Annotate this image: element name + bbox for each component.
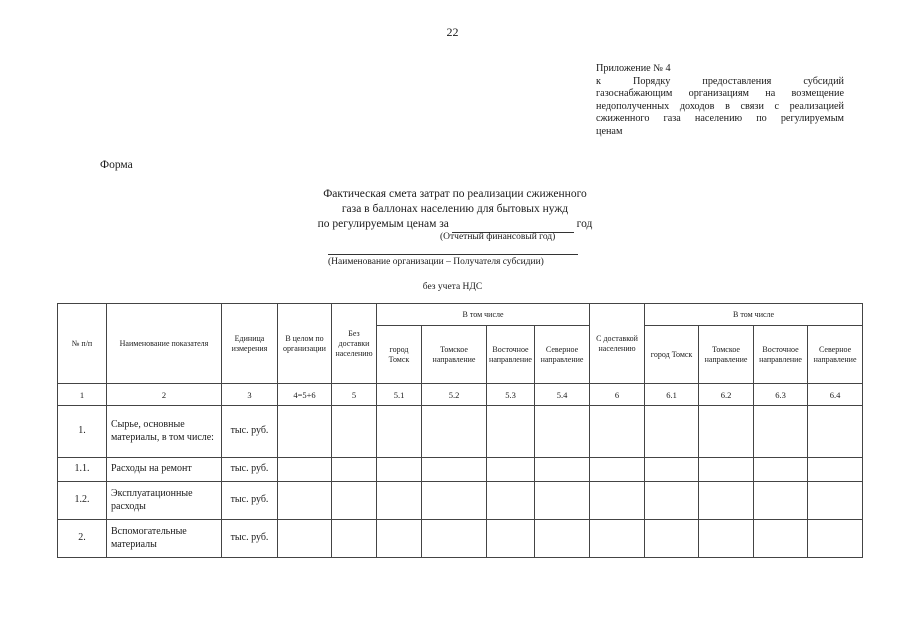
- organization-caption: (Наименование организации – Получателя субсидии): [328, 257, 544, 267]
- value-cell[interactable]: [422, 482, 487, 520]
- column-number: 6.3: [754, 384, 808, 406]
- appendix-line-3: недополученных доходов в связи с реализацией: [596, 100, 844, 112]
- value-cell[interactable]: [278, 406, 332, 458]
- row-name: Сырье, основные материалы, в том числе:: [107, 406, 222, 458]
- value-cell[interactable]: [590, 458, 645, 482]
- column-number: 6.1: [645, 384, 699, 406]
- value-cell[interactable]: [332, 482, 377, 520]
- period-caption: (Отчетный финансовый год): [440, 232, 556, 242]
- value-cell[interactable]: [699, 458, 754, 482]
- subheader-5-4: Северное направление: [535, 326, 590, 384]
- row-num: 1.1.: [58, 458, 107, 482]
- header-including-1: В том числе: [377, 304, 590, 326]
- appendix-line-1: к Порядку предоставления субсидий: [596, 75, 844, 87]
- page-number: 22: [446, 25, 459, 39]
- table-row: [58, 520, 863, 558]
- subheader-6-2: Томское направление: [699, 326, 754, 384]
- column-number: 6.2: [699, 384, 754, 406]
- value-cell[interactable]: [590, 482, 645, 520]
- appendix-block: [596, 63, 844, 139]
- value-cell[interactable]: [377, 406, 422, 458]
- value-cell[interactable]: [377, 458, 422, 482]
- subheader-6-4: Северное направление: [808, 326, 863, 384]
- column-number: 5: [332, 384, 377, 406]
- subheader-5-3: Восточное направление: [487, 326, 535, 384]
- subheader-6-3: Восточное направление: [754, 326, 808, 384]
- subheader-5-1: город Томск: [377, 326, 422, 384]
- value-cell[interactable]: [645, 458, 699, 482]
- row-name: Вспомогательные материалы: [107, 520, 222, 558]
- cost-estimate-table: [57, 303, 863, 558]
- value-cell[interactable]: [535, 520, 590, 558]
- value-cell[interactable]: [699, 406, 754, 458]
- value-cell[interactable]: [754, 520, 808, 558]
- subheader-5-2: Томское направление: [422, 326, 487, 384]
- appendix-line-4: сжиженного газа населению по регулируемым: [596, 113, 844, 125]
- row-unit: тыс. руб.: [222, 520, 278, 558]
- period-blank: [452, 217, 574, 233]
- value-cell[interactable]: [699, 520, 754, 558]
- table-row: [58, 406, 863, 458]
- value-cell[interactable]: [487, 458, 535, 482]
- column-number: 6.4: [808, 384, 863, 406]
- value-cell[interactable]: [535, 458, 590, 482]
- value-cell[interactable]: [422, 458, 487, 482]
- value-cell[interactable]: [377, 520, 422, 558]
- value-cell[interactable]: [332, 458, 377, 482]
- table-row: [58, 482, 863, 520]
- value-cell[interactable]: [754, 482, 808, 520]
- column-number: 2: [107, 384, 222, 406]
- title-line-3-suffix: год: [576, 218, 593, 230]
- value-cell[interactable]: [808, 520, 863, 558]
- appendix-line-2: газоснабжающим организациям на возмещение: [596, 88, 844, 100]
- value-cell[interactable]: [332, 520, 377, 558]
- value-cell[interactable]: [590, 406, 645, 458]
- row-unit: тыс. руб.: [222, 458, 278, 482]
- value-cell[interactable]: [808, 482, 863, 520]
- value-cell[interactable]: [278, 458, 332, 482]
- value-cell[interactable]: [535, 406, 590, 458]
- column-number: 4=5+6: [278, 384, 332, 406]
- header-unit: Единица измерения: [222, 304, 278, 384]
- column-number: 3: [222, 384, 278, 406]
- header-row-1: [58, 304, 863, 326]
- column-number: 1: [58, 384, 107, 406]
- value-cell[interactable]: [535, 482, 590, 520]
- header-total: В целом по организации: [278, 304, 332, 384]
- value-cell[interactable]: [487, 406, 535, 458]
- column-number: 5.4: [535, 384, 590, 406]
- value-cell[interactable]: [332, 406, 377, 458]
- value-cell[interactable]: [808, 458, 863, 482]
- column-number: 5.3: [487, 384, 535, 406]
- column-number: 5.2: [422, 384, 487, 406]
- header-num: № п/п: [58, 304, 107, 384]
- subheader-6-1: город Томск: [645, 326, 699, 384]
- appendix-title: Приложение № 4: [596, 63, 671, 74]
- organization-blank: [328, 254, 578, 255]
- value-cell[interactable]: [422, 520, 487, 558]
- table-row: [58, 458, 863, 482]
- column-number: 5.1: [377, 384, 422, 406]
- row-name: Эксплуатационные расходы: [107, 482, 222, 520]
- value-cell[interactable]: [808, 406, 863, 458]
- header-name: Наименование показателя: [107, 304, 222, 384]
- value-cell[interactable]: [278, 520, 332, 558]
- row-name: Расходы на ремонт: [107, 458, 222, 482]
- value-cell[interactable]: [487, 482, 535, 520]
- value-cell[interactable]: [645, 520, 699, 558]
- value-cell[interactable]: [422, 406, 487, 458]
- value-cell[interactable]: [278, 482, 332, 520]
- row-unit: тыс. руб.: [222, 406, 278, 458]
- header-with-delivery: С доставкой населению: [590, 304, 645, 384]
- row-num: 1.2.: [58, 482, 107, 520]
- header-including-2: В том числе: [645, 304, 863, 326]
- row-num: 2.: [58, 520, 107, 558]
- row-unit: тыс. руб.: [222, 482, 278, 520]
- title-line-3: [250, 217, 660, 233]
- value-cell[interactable]: [377, 482, 422, 520]
- value-cell[interactable]: [645, 406, 699, 458]
- value-cell[interactable]: [754, 406, 808, 458]
- title-line-3-prefix: по регулируемым ценам за: [317, 218, 449, 230]
- value-cell[interactable]: [645, 482, 699, 520]
- value-cell[interactable]: [590, 520, 645, 558]
- value-cell[interactable]: [754, 458, 808, 482]
- header-no-delivery: Без доставки населению: [332, 304, 377, 384]
- appendix-line-5: ценам: [596, 125, 623, 137]
- value-cell[interactable]: [699, 482, 754, 520]
- column-number-row: [58, 384, 863, 406]
- vat-note: без учета НДС: [422, 282, 483, 292]
- document-title: [250, 187, 660, 233]
- column-number: 6: [590, 384, 645, 406]
- title-line-2: газа в баллонах населению для бытовых нужд: [341, 203, 569, 215]
- title-line-1: Фактическая смета затрат по реализации сжиженного: [323, 188, 587, 200]
- form-label: Форма: [100, 159, 133, 171]
- value-cell[interactable]: [487, 520, 535, 558]
- row-num: 1.: [58, 406, 107, 458]
